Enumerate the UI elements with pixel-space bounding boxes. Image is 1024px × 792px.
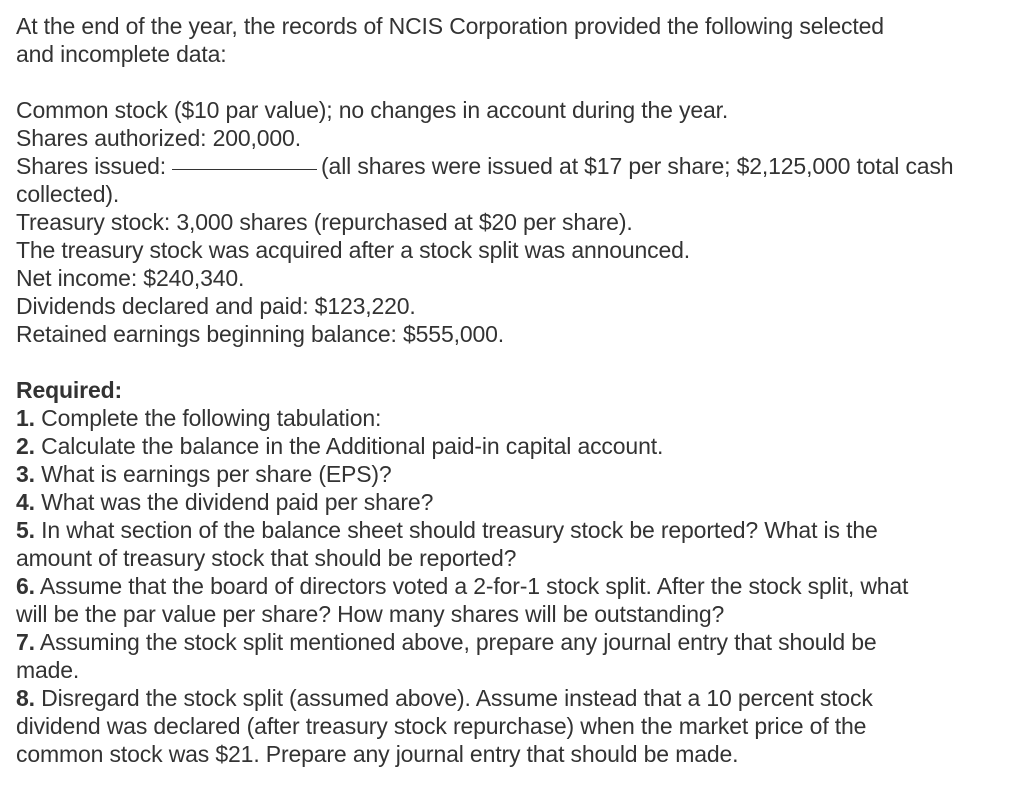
required-item-text: Calculate the balance in the Additional paid-in capital account. xyxy=(41,433,664,459)
required-item-line xyxy=(16,684,1016,712)
required-item-line xyxy=(16,460,1016,488)
shares-issued-label: Shares issued: xyxy=(16,153,167,179)
shares-issued-note-continued: collected). xyxy=(16,181,120,207)
shares-issued-blank xyxy=(172,168,317,170)
required-item-number: 4. xyxy=(16,489,35,515)
required-item-text: What was the dividend paid per share? xyxy=(41,489,434,515)
required-item-line xyxy=(16,740,1016,768)
required-item-text: Assuming the stock split mentioned above, prepare any journal entry that should be xyxy=(39,629,877,655)
required-item-line xyxy=(16,404,1016,432)
required-item-line xyxy=(16,572,1016,600)
net-income-line: Net income: $240,340. xyxy=(16,265,245,291)
shares-authorized-line: Shares authorized: 200,000. xyxy=(16,125,301,151)
required-item-number: 7. xyxy=(16,629,35,655)
required-item-line xyxy=(16,628,1016,656)
required-item-text: What is earnings per share (EPS)? xyxy=(41,461,392,487)
required-item-number: 1. xyxy=(16,405,35,431)
required-item-text: will be the par value per share? How many shares will be outstanding? xyxy=(16,601,725,627)
required-item-line xyxy=(16,600,1016,628)
required-item-text: common stock was $21. Prepare any journal entry that should be made. xyxy=(16,741,739,767)
required-item-text: amount of treasury stock that should be reported? xyxy=(16,545,517,571)
required-item-line xyxy=(16,516,1016,544)
required-item-text: made. xyxy=(16,657,80,683)
common-stock-line: Common stock ($10 par value); no changes in account during the year. xyxy=(16,97,729,123)
required-item-line xyxy=(16,488,1016,516)
required-list xyxy=(16,404,1016,768)
dividends-line: Dividends declared and paid: $123,220. xyxy=(16,293,416,319)
problem-document xyxy=(16,12,1016,768)
required-item-line xyxy=(16,544,1016,572)
required-item-text: Assume that the board of directors voted a 2-for-1 stock split. After the stock split, what xyxy=(39,573,909,599)
treasury-stock-line: Treasury stock: 3,000 shares (repurchased at $20 per share). xyxy=(16,209,633,235)
spacer xyxy=(16,348,1016,376)
required-item-text: Complete the following tabulation: xyxy=(41,405,382,431)
required-item-text: dividend was declared (after treasury stock repurchase) when the market price of the xyxy=(16,713,867,739)
intro-line-2: and incomplete data: xyxy=(16,41,227,67)
required-item-text: Disregard the stock split (assumed above). Assume instead that a 10 percent stock xyxy=(41,685,873,711)
required-item-line xyxy=(16,432,1016,460)
required-heading: Required: xyxy=(16,377,122,403)
required-item-text: In what section of the balance sheet should treasury stock be reported? What is the xyxy=(41,517,878,543)
shares-issued-line xyxy=(16,152,1016,180)
required-item-number: 6. xyxy=(16,573,35,599)
retained-earnings-line: Retained earnings beginning balance: $555,000. xyxy=(16,321,504,347)
intro-line-1: At the end of the year, the records of NCIS Corporation provided the following selected xyxy=(16,13,884,39)
spacer xyxy=(16,68,1016,96)
required-item-number: 5. xyxy=(16,517,35,543)
shares-issued-note: (all shares were issued at $17 per share; $2,125,000 total cash xyxy=(321,153,954,179)
required-item-number: 2. xyxy=(16,433,35,459)
required-item-number: 8. xyxy=(16,685,35,711)
required-item-line xyxy=(16,656,1016,684)
treasury-note-line: The treasury stock was acquired after a stock split was announced. xyxy=(16,237,691,263)
required-item-number: 3. xyxy=(16,461,35,487)
required-item-line xyxy=(16,712,1016,740)
